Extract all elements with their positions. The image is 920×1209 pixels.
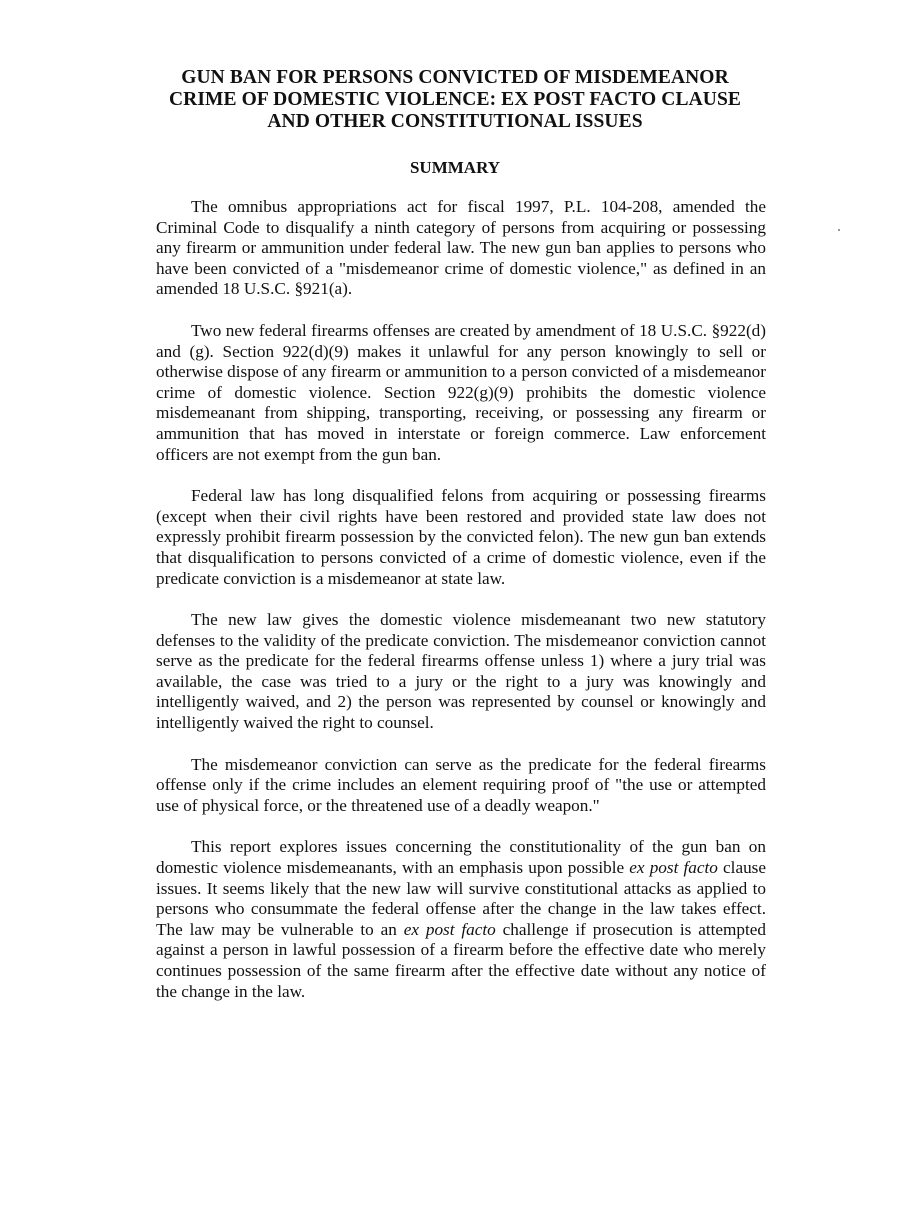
paragraph-6 (156, 837, 766, 1002)
paragraph-2: Two new federal firearms offenses are created by amendment of 18 U.S.C. §922(d) and (g). Section 922(d)(9) makes it unlawful for any person knowingly to sell or otherwise dispose of any firearm or ammunition to a person convicted of a misdemeanor crime of domestic violence. Section 922(g)(9) prohibits the domestic violence misdemeanant from shipping, transporting, receiving, or possessing any firearm or ammunition that has moved in interstate or foreign commerce. Law enforcement officers are not exempt from the gun ban. (156, 320, 766, 464)
paragraph-6-emphasis-2: ex post facto (403, 919, 496, 939)
scan-speck (838, 229, 840, 231)
document-title (140, 67, 770, 133)
paragraph-1: The omnibus appropriations act for fiscal 1997, P.L. 104-208, amended the Criminal Code to disqualify a ninth category of persons from acquiring or possessing any firearm or ammunition under federal law. The new gun ban applies to persons who have been convicted of a "misdemeanor crime of domestic violence," as defined in an amended 18 U.S.C. §921(a). (156, 197, 766, 299)
title-line-2: CRIME OF DOMESTIC VIOLENCE: EX POST FACTO CLAUSE (168, 89, 741, 110)
paragraph-3: Federal law has long disqualified felons from acquiring or possessing firearms (except when their civil rights have been restored and provided state law does not expressly prohibit firearm possession by the convicted felon). The new gun ban extends that disqualification to persons convicted of a crime of domestic violence, even if the predicate conviction is a misdemeanor at state law. (156, 486, 766, 588)
title-line-3: AND OTHER CONSTITUTIONAL ISSUES (267, 111, 643, 132)
paragraph-4: The new law gives the domestic violence misdemeanant two new statutory defenses to the validity of the predicate conviction. The misdemeanor conviction cannot serve as the predicate for the federal firearms offense unless 1) where a jury trial was available, the case was tried to a jury or the right to a jury was knowingly and intelligently waived, and 2) the person was represented by counsel or knowingly and intelligently waived the right to counsel. (156, 610, 766, 733)
title-line-1: GUN BAN FOR PERSONS CONVICTED OF MISDEMEANOR (181, 67, 729, 88)
summary-body (156, 197, 766, 1023)
paragraph-6-text-3: challenge if prosecution is attempted against a person in lawful possession of a firearm before the effective date who merely continues possession of the same firearm after the effective date without any notice of the change in the law. (156, 919, 766, 1001)
paragraph-6-emphasis-1: ex post facto (629, 858, 718, 878)
paragraph-5: The misdemeanor conviction can serve as the predicate for the federal firearms offense only if the crime includes an element requiring proof of "the use or attempted use of physical force, or the threatened use of a deadly weapon." (156, 754, 766, 815)
summary-heading: SUMMARY (409, 158, 501, 177)
paragraph-6-text-1: This report explores issues concerning the constitutionality of the gun ban on domestic violence misdemeanants, with an emphasis upon possible (156, 837, 766, 878)
paragraph-6-text-2: clause issues. It seems likely that the new law will survive constitutional attacks as applied to persons who consummate the federal offense after the change in the law takes effect. The law may be vulnerable to an (156, 858, 766, 939)
